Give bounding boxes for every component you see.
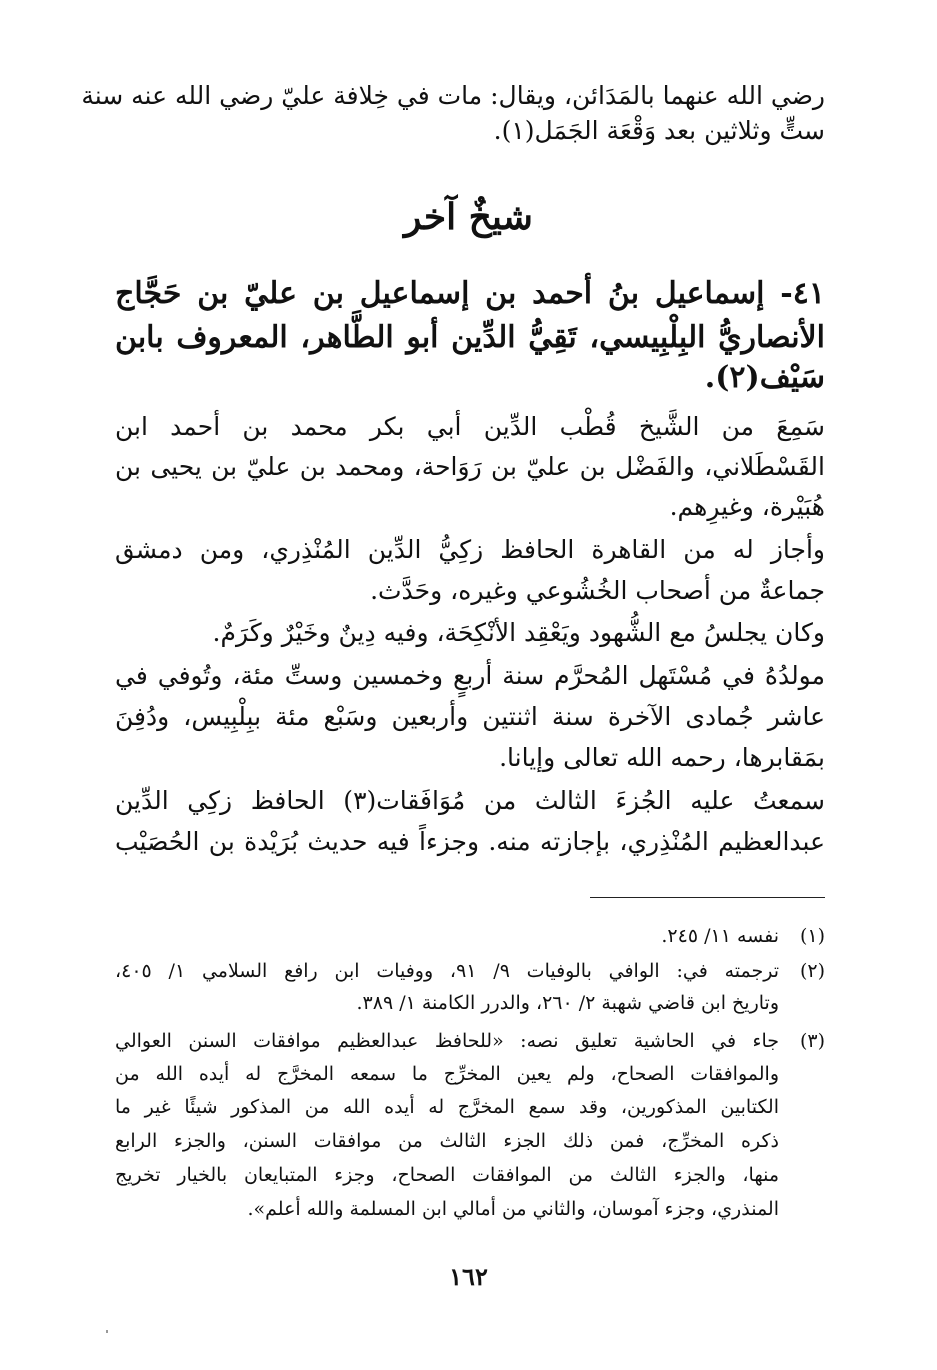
- footnote-number: (٢): [799, 960, 825, 982]
- body-line: ستٍّ وثلاثين بعد وَقْعَة الجَمَل(١).: [493, 116, 825, 145]
- footnote-line: [115, 1091, 825, 1123]
- body-line: عاشر جُمادى الآخرة سنة اثنتين وأربعين وسَبْع مئة ببِلْبِيس، ودُفِنَ: [115, 702, 825, 731]
- entry-title-line: سَيْف(٢).: [704, 360, 825, 395]
- body-line: هُبَيْرة، وغيرِهم.: [669, 492, 825, 521]
- footnote-line: [115, 920, 825, 952]
- section-heading: شيخٌ آخر: [404, 196, 533, 238]
- body-line: رضي الله عنهما بالمَدَائن، ويقال: مات في خِلافة عليّ رضي الله عنه سنة: [81, 81, 825, 110]
- footnote-line: [115, 987, 825, 1019]
- footnote-line: [115, 1058, 825, 1090]
- entry-title-line: الأنصاريُّ البِلْبِيسي، تَقِيُّ الدِّين أبو الطَّاهر، المعروف بابن: [115, 320, 825, 355]
- body-line: جماعةٌ من أصحاب الخُشُوعي وغيره، وحَدَّث.: [370, 576, 825, 605]
- footnote-line: [115, 1193, 825, 1225]
- body-line: القَسْطَلاني، والفَضْل بن عليّ بن رَوَاحة، ومحمد بن عليّ بن يحيى بن: [115, 452, 825, 481]
- body-line: بمَقابرها، رحمه الله تعالى وإيانا.: [499, 743, 825, 772]
- body-line: عبدالعظيم المُنْذِري، بإجازته منه. وجزءاً فيه حديث بُرَيْدة بن الحُصَيْب: [115, 827, 825, 856]
- body-line: مولدُهُ في مُسْتَهل المُحرَّم سنة أربعٍ وخمسين وستِّ مئة، وتُوفي في: [115, 661, 825, 690]
- body-line: سَمِعَ من الشَّيخ قُطْب الدِّين أبي بكر محمد بن أحمد ابن: [115, 412, 825, 441]
- footnote-text: ذكره المخرِّج، فمن ذلك الجزء الثالث من موافقات السنن، والجزء الرابع: [115, 1130, 779, 1152]
- footnote-separator: [590, 897, 825, 898]
- body-line: وكان يجلسُ مع الشُّهود ويَعْقِد الأنْكِحَة، وفيه دِينٌ وخَيْرٌ وكَرَمٌ.: [212, 618, 825, 647]
- footnote-text: وتاريخ ابن قاضي شهبة ٢/ ٢٦٠، والدرر الكامنة ١/ ٣٨٩.: [356, 992, 779, 1014]
- footnote-text: جاء في الحاشية تعليق نصه: «للحافظ عبدالعظيم موافقات السنن العوالي: [115, 1030, 779, 1052]
- footnote-text: نفسه ١١/ ٢٤٥.: [661, 925, 779, 947]
- body-line: سمعتُ عليه الجُزءَ الثالث من مُوَافَقات(٣) الحافظ زكِي الدِّين: [115, 786, 825, 815]
- entry-title-line: ٤١- إسماعيل بنُ أحمد بن إسماعيل بن عليّ بن حَجَّاج: [115, 276, 825, 311]
- footnote-line: [115, 1159, 825, 1191]
- footnote-line: [115, 1025, 825, 1057]
- footnote-text: والموافقات الصحاح، ولم يعين المخرِّج ما سمعه المخرَّج له أيده الله من: [115, 1063, 779, 1085]
- page-number: ١٦٢: [449, 1262, 488, 1291]
- footnote-line: [115, 955, 825, 987]
- footnote-number: (٣): [799, 1030, 825, 1052]
- footnote-text: منها، والجزء الثالث من الموافقات الصحاح، وجزء المتبايعان بالخيار تخريج: [115, 1164, 779, 1186]
- footnote-text: الكتابين المذكورين، وقد سمع المخرَّج له أيده الله من المذكور شيئًا غير ما: [115, 1096, 779, 1118]
- scan-speck: [106, 1330, 108, 1333]
- footnote-line: [115, 1125, 825, 1157]
- footnote-text: المنذري، وجزء آموسان، والثاني من أمالي ابن المسلمة والله أعلم».: [247, 1198, 779, 1220]
- footnote-text: ترجمته في: الوافي بالوفيات ٩/ ٩١، ووفيات ابن رافع السلامي ١/ ٤٠٥،: [115, 960, 779, 982]
- body-line: وأجاز له من القاهرة الحافظ زكِيُّ الدِّين المُنْذِري، ومن دمشق: [115, 535, 825, 564]
- footnote-number: (١): [799, 925, 825, 947]
